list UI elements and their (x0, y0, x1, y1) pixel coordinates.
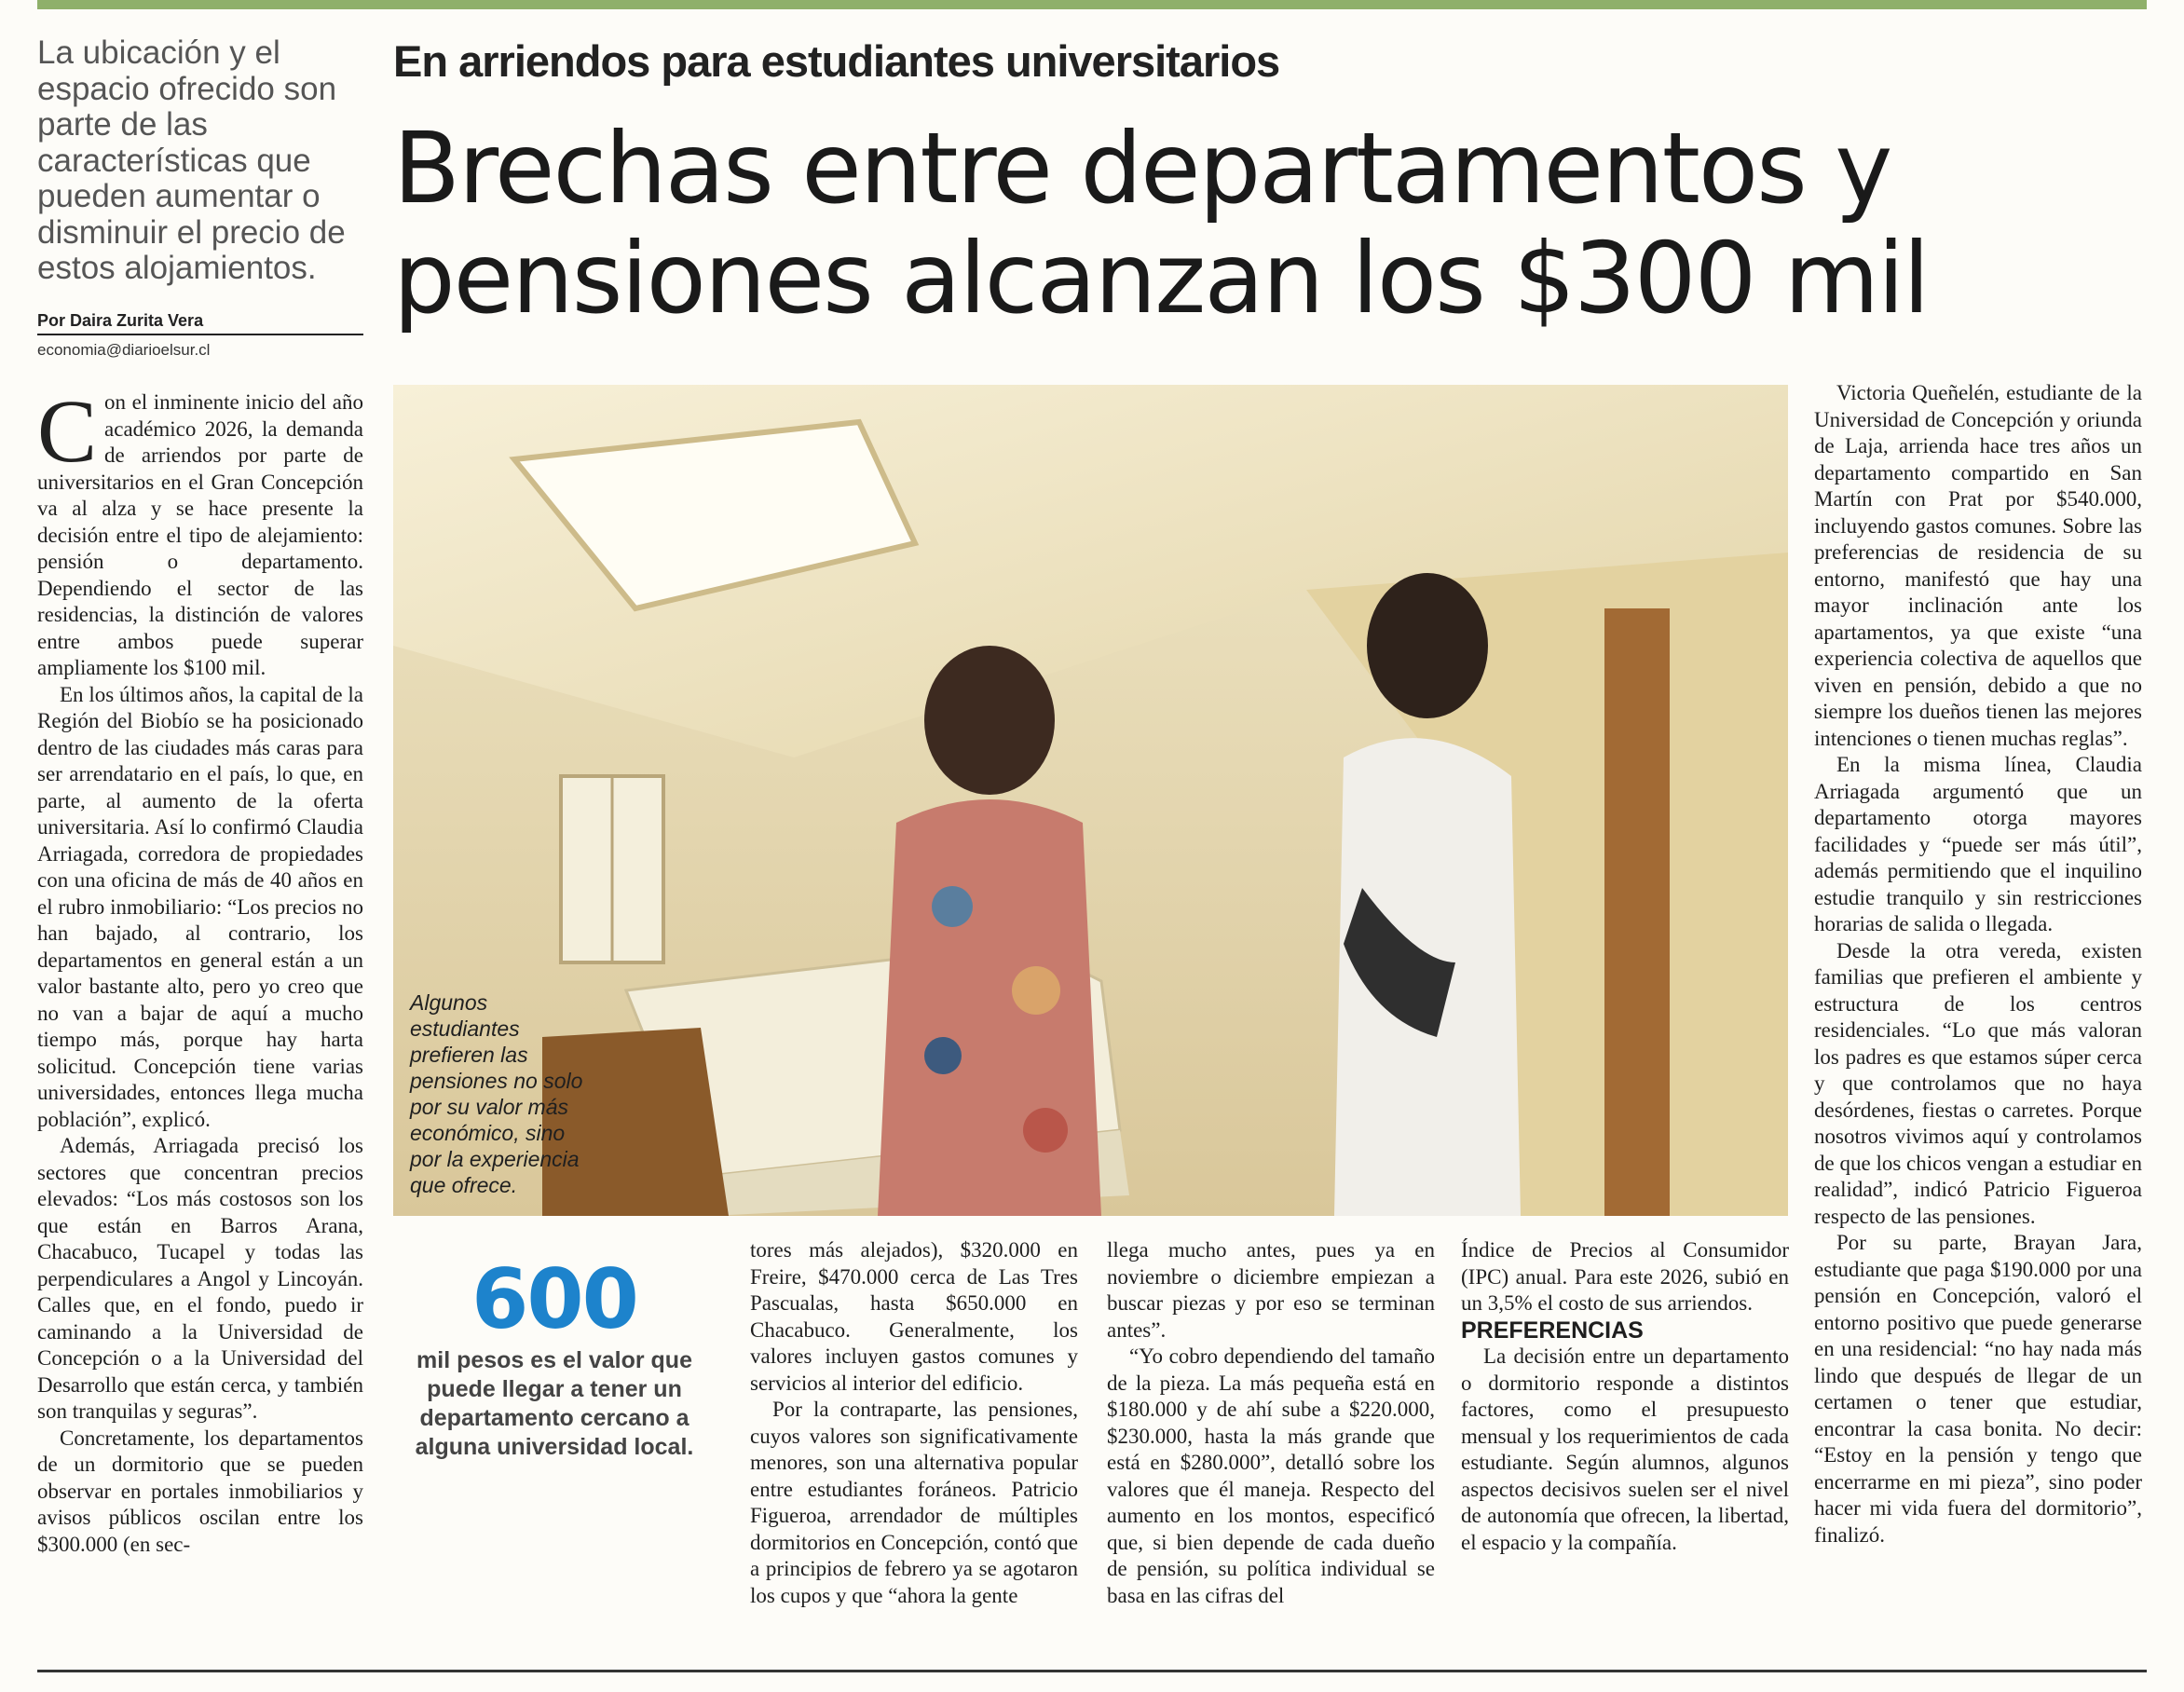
callout-text: mil pesos es el valor que puede llegar a tener un departamento cercano a alguna universidad local. (415, 1347, 694, 1460)
paragraph: Por su parte, Brayan Jara, estudiante que paga $190.000 por una pensión en Concepción, valoró el entorno positivo que puede generarse en una residencial: “no hay nada más lindo que después de llegar de un certamen o tener que estudiar, encontrar la casa bonita. No decir: “Estoy en la pensión y tengo que encerrarme en mi pieza”, sino poder hacer mi vida fuera del dormitorio”, finalizó. (1814, 1231, 2142, 1547)
dropcap: C (37, 381, 98, 481)
paragraph: En la misma línea, Claudia Arriagada argumentó que un departamento otorga mayores facilidades y “puede ser más útil”, además permitiendo que el inquilino estudie tranquilo y sin restricciones horarias de salida o llegada. (1814, 753, 2142, 935)
paragraph-text: on el inminente inicio del año académico 2026, la demanda de arriendos por parte de universitarios en el Gran Concepción va al alza y se hace presente la decisión entre el tipo de alejamiento: pensión o departamento. Dependiendo el sector de las residencias, la distinción de valores entre ambos puede superar ampliamente los $100 mil. (37, 390, 363, 679)
section-subhead: PREFERENCIAS (1461, 1317, 1644, 1344)
author-byline: Por Daira Zurita Vera (37, 311, 363, 335)
article-photo (393, 385, 1788, 1216)
bottom-rule (37, 1670, 2147, 1672)
article-column-5 (1814, 380, 2142, 1549)
bedroom-photo-illustration (393, 385, 1788, 1216)
article-column-4 (1461, 1237, 1789, 1556)
top-color-bar (37, 0, 2147, 9)
paragraph: Desde la otra vereda, existen familias que prefieren el ambiente y estructura de los centros residenciales. “Lo que más valoran los padres es que estamos súper cerca y que controlamos que no haya desórdenes, fiestas o carretes. Porque nosotros vivimos aquí y controlamos de que los chicos vengan a estudiar en realidad”, indicó Patricio Figueroa respecto de las pensiones. (1814, 938, 2142, 1228)
paragraph: tores más alejados), $320.000 en Freire, $470.000 cerca de Las Tres Pascualas, hasta $650.000 en Chacabuco. Generalmente, los valores incluyen gastos comunes y servicios al interior del edificio. (750, 1238, 1078, 1395)
lead-summary: La ubicación y el espacio ofrecido son parte de las características que pueden aumentar o disminuir el precio de estos alojamientos. (37, 34, 346, 286)
callout-number: 600 (471, 1251, 637, 1347)
paragraph: Índice de Precios al Consumidor (IPC) anual. Para este 2026, subió en un 3,5% el costo de sus arriendos. (1461, 1238, 1789, 1315)
kicker: En arriendos para estudiantes universitarios (393, 36, 1280, 86)
headline: Brechas entre departamentos y pensiones alcanzan los $300 mil (393, 112, 1929, 335)
article-column-1 (37, 381, 363, 1558)
paragraph: Concretamente, los departamentos de un dormitorio que se pueden observar en portales inmobiliarios y avisos públicos oscilan entre los $300.000 (en sec- (37, 1426, 363, 1556)
article-column-2 (750, 1237, 1078, 1609)
author-email[interactable]: economia@diarioelsur.cl (37, 341, 211, 359)
paragraph: “Yo cobro dependiendo del tamaño de la pieza. La más pequeña está en $180.000 y de ahí sube a $220.000, $230.000, hasta la más grande que está en $280.000”, detalló sobre los valores que él maneja. Respecto del aumento en los montos, especificó que, si bien depende de cada dueño de pensión, su política individual se basa en las cifras del (1107, 1344, 1435, 1607)
paragraph: La decisión entre un departamento o dormitorio responde a distintos factores, como el presupuesto mensual y los requerimientos de cada estudiante. Según alumnos, algunos aspectos decisivos suelen ser el nivel de autonomía que ofrecen, la libertad, el espacio y la compañía. (1461, 1344, 1789, 1554)
paragraph: Además, Arriagada precisó los sectores que concentran precios elevados: “Los más costosos son los que están en Barros Arana, Chacabuco, Tucapel y todas las perpendiculares a Angol y Lincoyán. Calles que, en el fondo, puedo ir caminando a la Universidad de Concepción o a la Universidad del Desarrollo que están cerca, y también son tranquilas y seguras”. (37, 1134, 363, 1423)
photo-caption: Algunos estudiantes prefieren las pensiones no solo por su valor más económico, sino por la experiencia que ofrece. (410, 990, 583, 1197)
paragraph: En los últimos años, la capital de la Región del Biobío se ha posicionado dentro de las ciudades más caras para ser arrendatario en el país, lo que, en parte, al aumento de la oferta universitaria. Así lo confirmó Claudia Arriagada, corredora de propiedades con una oficina de más de 40 años en el rubro inmobiliario: “Los precios no han bajado, al contrario, los departamentos en general están a un valor bastante alto, pero yo creo que no van a bajar de aquí a mucho tiempo más, porque hay harta solicitud. Concepción tiene varias universidades, entonces llega mucha población”, explicó. (37, 682, 363, 1131)
paragraph (37, 381, 363, 682)
paragraph: Por la contraparte, las pensiones, cuyos valores son significativamente menores, son una alternativa popular entre estudiantes foráneos. Patricio Figueroa, arrendador de múltiples dormitorios en Concepción, contó que a principios de febrero ya se agotaron los cupos y que “ahora la gente (750, 1398, 1078, 1607)
paragraph: llega mucho antes, pues ya en noviembre o diciembre empiezan a buscar piezas y por eso se terminan antes”. (1107, 1238, 1435, 1342)
article-column-3 (1107, 1237, 1435, 1609)
paragraph: Victoria Queñelén, estudiante de la Universidad de Concepción y oriunda de Laja, arrienda hace tres años un departamento compartido en San Martín con Prat por $540.000, incluyendo gastos comunes. Sobre las preferencias de residencia de su entorno, manifestó que hay una mayor inclinación ante los apartamentos, ya que existe “una experiencia colectiva de aquellos que viven en pensión, debido a que no siempre los dueños tienen las mejores intenciones o tienen muchas reglas”. (1814, 381, 2142, 750)
